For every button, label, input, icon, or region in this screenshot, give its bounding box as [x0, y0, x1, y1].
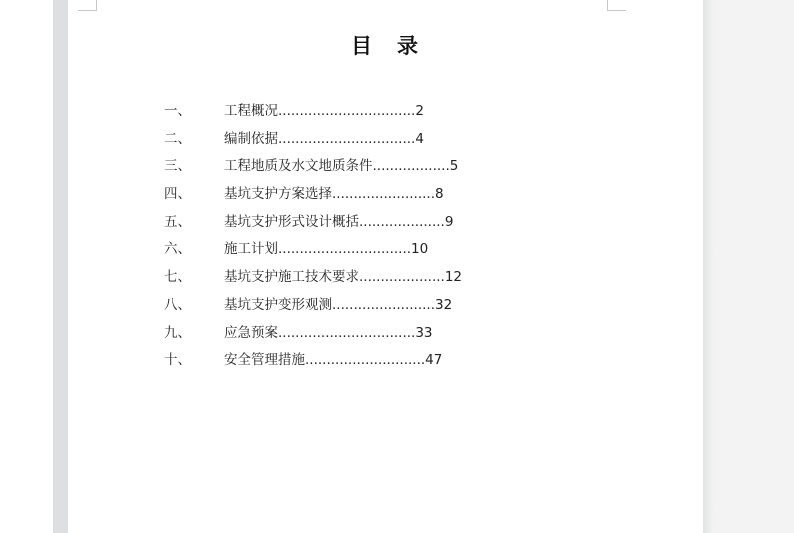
- page-shadow-left: [53, 0, 68, 533]
- toc-entry-number: 四、: [164, 186, 191, 203]
- toc-entry-number: 八、: [164, 296, 191, 313]
- toc-entry-number: 十、: [164, 352, 191, 369]
- right-gutter: [713, 0, 794, 533]
- toc-entry-text: 应急预案................................33: [224, 324, 433, 341]
- top-right-margin-mark: [607, 0, 626, 11]
- toc-entry-text: 安全管理措施............................47: [224, 352, 443, 369]
- toc-entry-number: 九、: [164, 324, 191, 341]
- toc-title: 目 录: [351, 33, 420, 58]
- toc-entry-number: 六、: [164, 241, 191, 258]
- toc-entry-text: 基坑支护变形观测........................32: [224, 296, 453, 313]
- toc-entry-text: 工程概况................................2: [224, 103, 424, 119]
- toc-entry-text: 工程地质及水文地质条件..................5: [224, 158, 459, 175]
- toc-entry-number: 七、: [164, 269, 191, 286]
- toc-entry-text: 编制依据................................4: [224, 130, 424, 147]
- toc-entry-number: 三、: [164, 158, 191, 175]
- left-gutter: [0, 0, 53, 533]
- toc-entry-text: 基坑支护施工技术要求....................12: [224, 269, 463, 286]
- toc-entry-text: 基坑支护形式设计概括....................9: [224, 213, 454, 230]
- toc-entry-number: 五、: [164, 213, 191, 230]
- toc-entry-number: 一、: [164, 103, 191, 119]
- top-left-margin-mark: [78, 0, 97, 11]
- toc-entry-number: 二、: [164, 130, 191, 147]
- toc-entry-text: 基坑支护方案选择........................8: [224, 186, 444, 203]
- page-shadow-right: [703, 0, 713, 533]
- toc-entry-text: 施工计划...............................10: [224, 241, 429, 258]
